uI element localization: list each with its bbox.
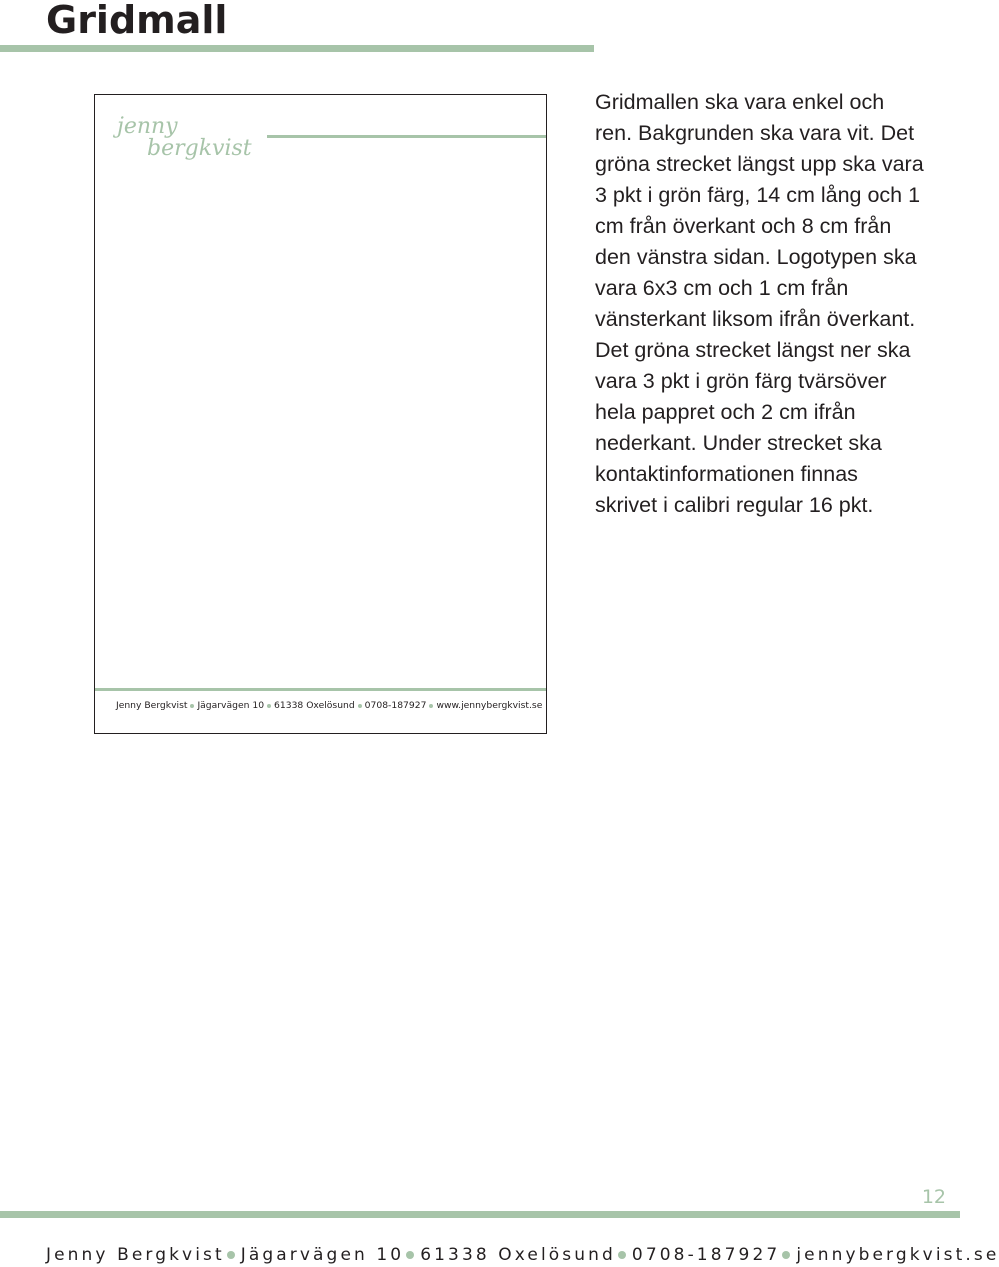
footer-web: jennybergkvist.se xyxy=(796,1245,999,1265)
mockup-top-green-line xyxy=(267,135,546,138)
bullet-dot-icon xyxy=(406,1251,414,1259)
bullet-dot-icon xyxy=(782,1251,790,1259)
bullet-dot-icon xyxy=(358,704,362,708)
mockup-contact-name: Jenny Bergkvist xyxy=(116,700,188,711)
letterhead-mockup xyxy=(94,94,547,734)
mockup-contact-phone: 0708-187927 xyxy=(364,700,427,711)
page-number: 12 xyxy=(921,1186,946,1208)
footer-contact-info xyxy=(46,1245,999,1265)
page-title: Gridmall xyxy=(46,0,228,42)
bottom-green-rule xyxy=(0,1211,960,1218)
logo-line-bergkvist: bergkvist xyxy=(147,136,252,161)
mockup-contact-info xyxy=(116,700,542,711)
footer-city: 61338 Oxelösund xyxy=(420,1245,616,1265)
bullet-dot-icon xyxy=(429,704,433,708)
footer-name: Jenny Bergkvist xyxy=(46,1245,225,1265)
bullet-dot-icon xyxy=(267,704,271,708)
mockup-contact-city: 61338 Oxelösund xyxy=(274,700,355,711)
bullet-dot-icon xyxy=(618,1251,626,1259)
footer-phone: 0708-187927 xyxy=(631,1245,781,1265)
jenny-bergkvist-logo xyxy=(111,109,251,179)
footer-street: Jägarvägen 10 xyxy=(240,1245,405,1265)
mockup-bottom-green-line xyxy=(95,688,546,691)
mockup-contact-street: Jägarvägen 10 xyxy=(197,700,265,711)
bullet-dot-icon xyxy=(227,1251,235,1259)
grid-description: Gridmallen ska vara enkel och ren. Bakgrunden ska vara vit. Det gröna strecket längst upp ska vara 3 pkt i grön färg, 14 cm lång och 1 cm från överkant och 8 cm från den vänstra sidan. Logotypen ska vara 6x3 cm och 1 cm från vänsterkant liksom ifrån överkant. Det gröna strecket längst ner ska vara 3 pkt i grön färg tvärsöver hela pappret och 2 cm ifrån nederkant. Under strecket ska kontaktinformationen finnas skrivet i calibri regular 16 pkt. xyxy=(595,90,924,517)
logo-line-jenny: jenny xyxy=(117,114,178,139)
top-green-rule xyxy=(0,45,594,52)
mockup-contact-web: www.jennybergkvist.se xyxy=(436,700,543,711)
bullet-dot-icon xyxy=(190,704,194,708)
